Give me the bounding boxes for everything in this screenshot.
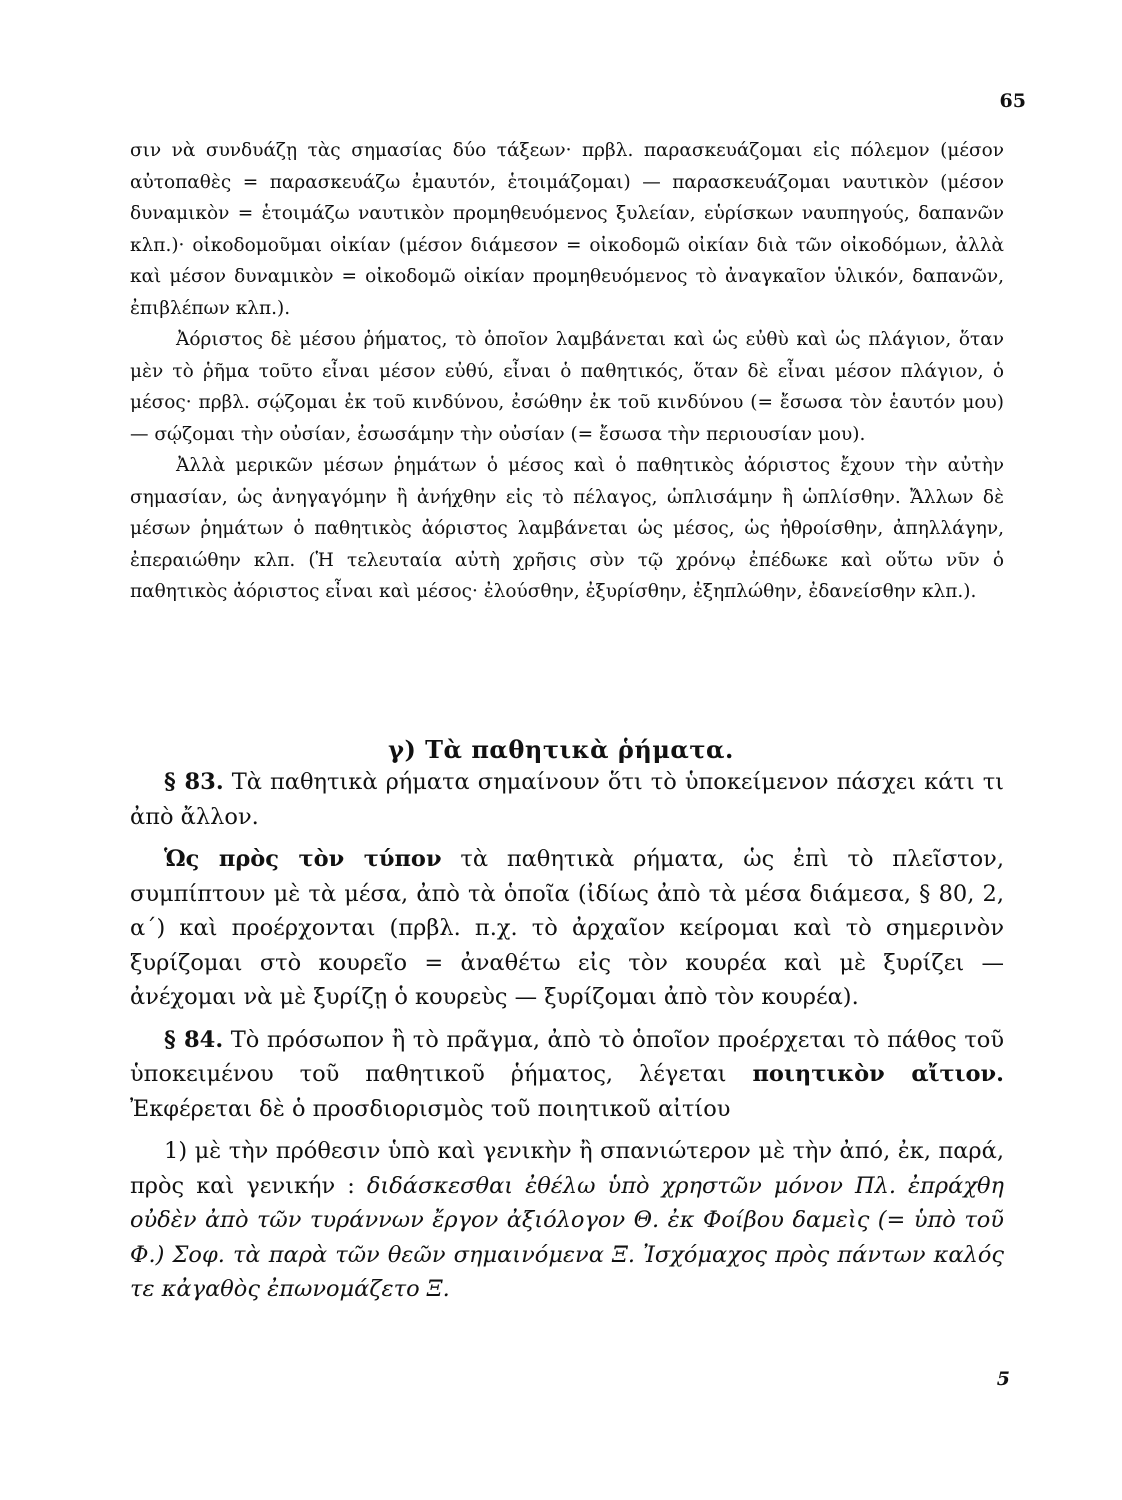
aorist-paragraph: Ἀόριστος δὲ μέσου ῥήματος, τὸ ὁποῖον λαμβάνεται καὶ ὡς εὐθὺ καὶ ὡς πλάγιον, ὅταν μὲν τὸ ῥῆμα τοῦτο εἶναι μέσον εὐθύ, εἶναι ὁ παθητικός, ὅταν δὲ εἶναι μέσον πλάγιον, ὁ μέσος· πρβλ. σῴζομαι ἐκ τοῦ κινδύνου, ἐσώθην ἐκ τοῦ κινδύνου (= ἔσωσα τὸν ἑαυτόν μου) — σῴζομαι τὴν οὐσίαν, ἐσωσάμην τὴν οὐσίαν (= ἔσωσα τὴν περιουσίαν μου).: [130, 329, 1004, 445]
type-paragraph-lead: Ὡς πρὸς τὸν τύπον: [164, 846, 442, 872]
type-paragraph: [130, 842, 1004, 1015]
section-83-paragraph: [130, 765, 1004, 834]
signature-mark: 5: [996, 1368, 1010, 1390]
section-84-term: ποιητικὸν αἴτιον.: [752, 1061, 1005, 1087]
item-1-text: μὲ τὴν πρόθεσιν ὑπὸ καὶ γενικὴν ἢ σπανιώτερον μὲ τὴν ἀπό, ἐκ, παρά, πρὸς καὶ γενικήν :: [130, 1138, 1004, 1199]
item-1-examples: διδάσκεσθαι ἐθέλω ὑπὸ χρηστῶν μόνον Πλ. ἐπράχθη οὐδὲν ἀπὸ τῶν τυράννων ἔργον ἀξιόλογον Θ. ἐκ Φοίβου δαμεὶς (= ὑπὸ τοῦ Φ.) Σοφ. τὰ παρὰ τῶν θεῶν σημαινόμενα Ξ. Ἰσχόμαχος πρὸς πάντων καλός τε κἀγαθὸς ἐπωνομάζετο Ξ.: [130, 1172, 1004, 1302]
section-83-number: § 83.: [164, 769, 224, 795]
section-83-text: Τὰ παθητικὰ ρήματα σημαίνουν ὅτι τὸ ὑποκείμενον πάσχει κάτι τι ἀπὸ ἄλλον.: [130, 769, 1004, 830]
section-84-number: § 84.: [164, 1026, 224, 1053]
section-heading: γ) Τὰ παθητικὰ ῥήματα.: [388, 735, 734, 764]
section-84-paragraph: [130, 1023, 1004, 1127]
section-84-text: Τὸ πρόσωπον ἢ τὸ πρᾶγμα, ἀπὸ τὸ ὁποῖον προέρχεται τὸ πάθος τοῦ ὑποκειμένου τοῦ παθητικοῦ ῥήματος, λέγεται: [130, 1026, 1004, 1087]
main-body-block: [130, 765, 1004, 1315]
intro-paragraph: σιν νὰ συνδυάζῃ τὰς σημασίας δύο τάξεων· πρβλ. παρασκευάζομαι εἰς πόλεμον (μέσον αὐτοπαθὲς = παρασκευάζω ἐμαυτόν, ἑτοιμάζομαι) — παρασκευάζομαι ναυτικὸν (μέσον δυναμικὸν = ἑτοιμάζω ναυτικὸν προμηθευόμενος ξυλείαν, εὑρίσκων ναυπηγούς, δαπανῶν κλπ.)· οἰκοδομοῦμαι οἰκίαν (μέσον διάμεσον = οἰκοδομῶ οἰκίαν διὰ τῶν οἰκοδόμων, ἀλλὰ καὶ μέσον δυναμικὸν = οἰκοδομῶ οἰκίαν προμηθευόμενος τὸ ἀναγκαῖον ὑλικόν, δαπανῶν, ἐπιβλέπων κλπ.).: [130, 140, 1004, 319]
other-verbs-paragraph: Ἀλλὰ μερικῶν μέσων ῥημάτων ὁ μέσος καὶ ὁ παθητικὸς ἀόριστος ἔχουν τὴν αὐτὴν σημασίαν, ὡς ἀνηγαγόμην ἢ ἀνήχθην εἰς τὸ πέλαγος, ὡπλισάμην ἢ ὡπλίσθην. Ἄλλων δὲ μέσων ῥημάτων ὁ παθητικὸς ἀόριστος λαμβάνεται ὡς μέσος, ὡς ἠθροίσθην, ἀπηλλάγην, ἐπεραιώθην κλπ. (Ἡ τελευταία αὐτὴ χρῆσις σὺν τῷ χρόνῳ ἐπέδωκε καὶ οὕτω νῦν ὁ παθητικὸς ἀόριστος εἶναι καὶ μέσος· ἐλούσθην, ἐξυρίσθην, ἐξηπλώθην, ἐδανείσθην κλπ.).: [130, 455, 1004, 602]
item-1-paragraph: [130, 1134, 1004, 1307]
item-1-label: 1): [164, 1138, 188, 1164]
type-paragraph-text: τὰ παθητικὰ ρήματα, ὡς ἐπὶ τὸ πλεῖστον, συμπίπτουν μὲ τὰ μέσα, ἀπὸ τὰ ὁποῖα (ἰδίως ἀπὸ τὰ μέσα διάμεσα, § 80, 2, α΄) καὶ προέρχονται (πρβλ. π.χ. τὸ ἀρχαῖον κείρομαι καὶ τὸ σημερινὸν ξυρίζομαι στὸ κουρεῖο = ἀναθέτω εἰς τὸν κουρέα καὶ μὲ ξυρίζει — ἀνέχομαι νὰ μὲ ξυρίζῃ ὁ κουρεὺς — ξυρίζομαι ἀπὸ τὸν κουρέα).: [130, 846, 1004, 1010]
intro-paragraph-block: [130, 135, 1004, 608]
section-84-text2: Ἐκφέρεται δὲ ὁ προσδιορισμὸς τοῦ ποιητικοῦ αἰτίου: [130, 1095, 731, 1122]
page-number: 65: [999, 90, 1026, 112]
